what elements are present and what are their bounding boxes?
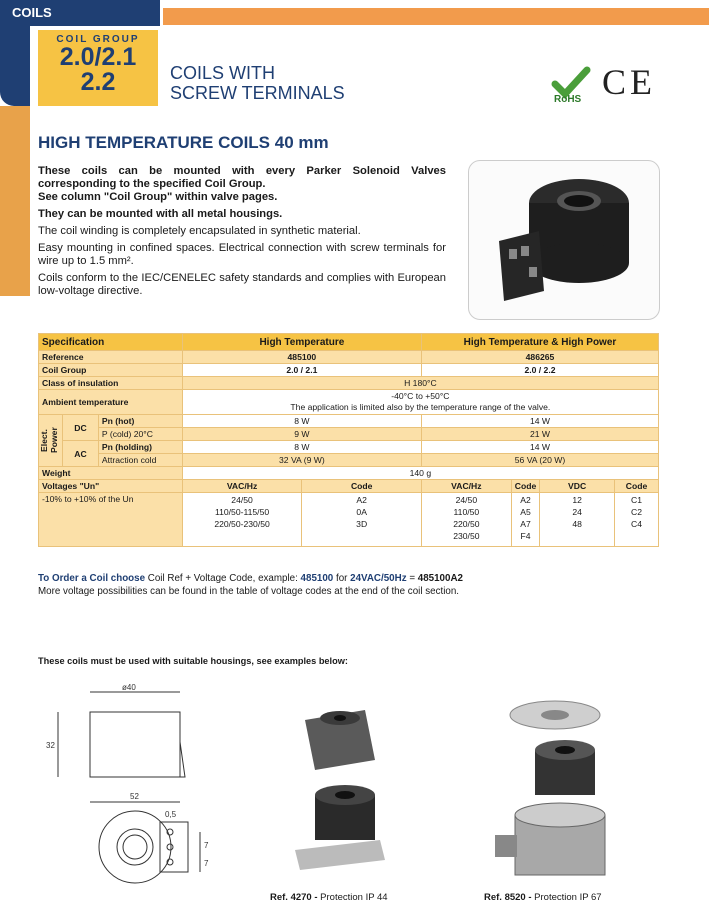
coil-group-line1: 2.0/2.1 <box>59 43 137 71</box>
side-band <box>0 26 30 106</box>
intro-p4: The coil winding is completely encapsulated in synthetic material. <box>38 225 361 237</box>
coil-group-box <box>38 30 158 106</box>
svg-text:52: 52 <box>130 792 139 801</box>
page-heading: COILS WITH SCREW TERMINALS <box>170 63 345 103</box>
rohs-logo <box>551 66 593 109</box>
coil-group-line2: 2.2 <box>80 68 116 96</box>
header-bar <box>163 8 709 25</box>
order-instructions: To Order a Coil choose Coil Ref + Voltage Code, example: 485100 for 24VAC/50Hz = 485100A2 <box>38 573 463 584</box>
intro-text <box>38 165 446 302</box>
side-band-accent <box>0 106 30 296</box>
intro-p6: Coils conform to the IEC/CENELEC safety standards and complies with European low-voltage directive. <box>38 272 446 297</box>
intro-p5: Easy mounting in confined spaces. Electrical connection with screw terminals for wire up to 1.5 mm². <box>38 242 446 267</box>
coil-photo <box>468 160 660 320</box>
intro-p1: These coils can be mounted with every Parker Solenoid Valves corresponding to the specified Coil Group. <box>38 165 446 190</box>
svg-text:0,5: 0,5 <box>165 810 177 819</box>
svg-text:RoHS: RoHS <box>554 94 582 104</box>
svg-text:7: 7 <box>204 859 209 868</box>
ref-8520-caption: Ref. 8520 - Protection IP 67 <box>484 892 602 903</box>
more-voltages-note: More voltage possibilities can be found in the table of voltage codes at the end of the coil section. <box>38 586 459 597</box>
coil-group-title: COIL GROUP <box>56 34 140 45</box>
housings-note: These coils must be used with suitable housings, see examples below: <box>38 656 348 666</box>
svg-text:7: 7 <box>204 841 209 850</box>
intro-p2: See column "Coil Group" within valve pages. <box>38 191 278 203</box>
housing-ip44-image <box>285 700 395 885</box>
spec-table: Specification High Temperature High Temperature & High Power Reference 485100 486265 Coil Group 2.0 / 2.1 2.0 / 2.2 Class of insulation H 180°C Ambient temperature -40°C to +50°C The application is limited also by the temperature range of the valve. Elect. Power DC Pn (hot) 8 W 14 W P (cold) 20°C 9 W 21 W AC Pn (holding) 8 W 14 W Attraction cold 32 VA (9 W) 56 VA (20 W) Weight 140 g Voltages "Un" VAC/Hz Code VAC/Hz Code VDC Code -10% to +10% of the Un 24/50 110/50-115/50 220/50-230/50 A2 0A 3D 24/50 110/50 220/50 230/50 A2 A5 A7 F4 12 24 48 C1 C2 C4 <box>38 333 659 547</box>
section-label: COILS <box>12 5 52 20</box>
ref-4270-caption: Ref. 4270 - Protection IP 44 <box>270 892 388 903</box>
svg-text:32: 32 <box>46 741 55 750</box>
dimension-drawing <box>40 682 240 897</box>
housing-ip67-image <box>490 695 620 890</box>
svg-text:ø40: ø40 <box>122 683 136 692</box>
intro-p3: They can be mounted with all metal housings. <box>38 208 283 220</box>
ce-mark: CE <box>602 62 657 102</box>
main-title: HIGH TEMPERATURE COILS 40 mm <box>38 133 329 152</box>
